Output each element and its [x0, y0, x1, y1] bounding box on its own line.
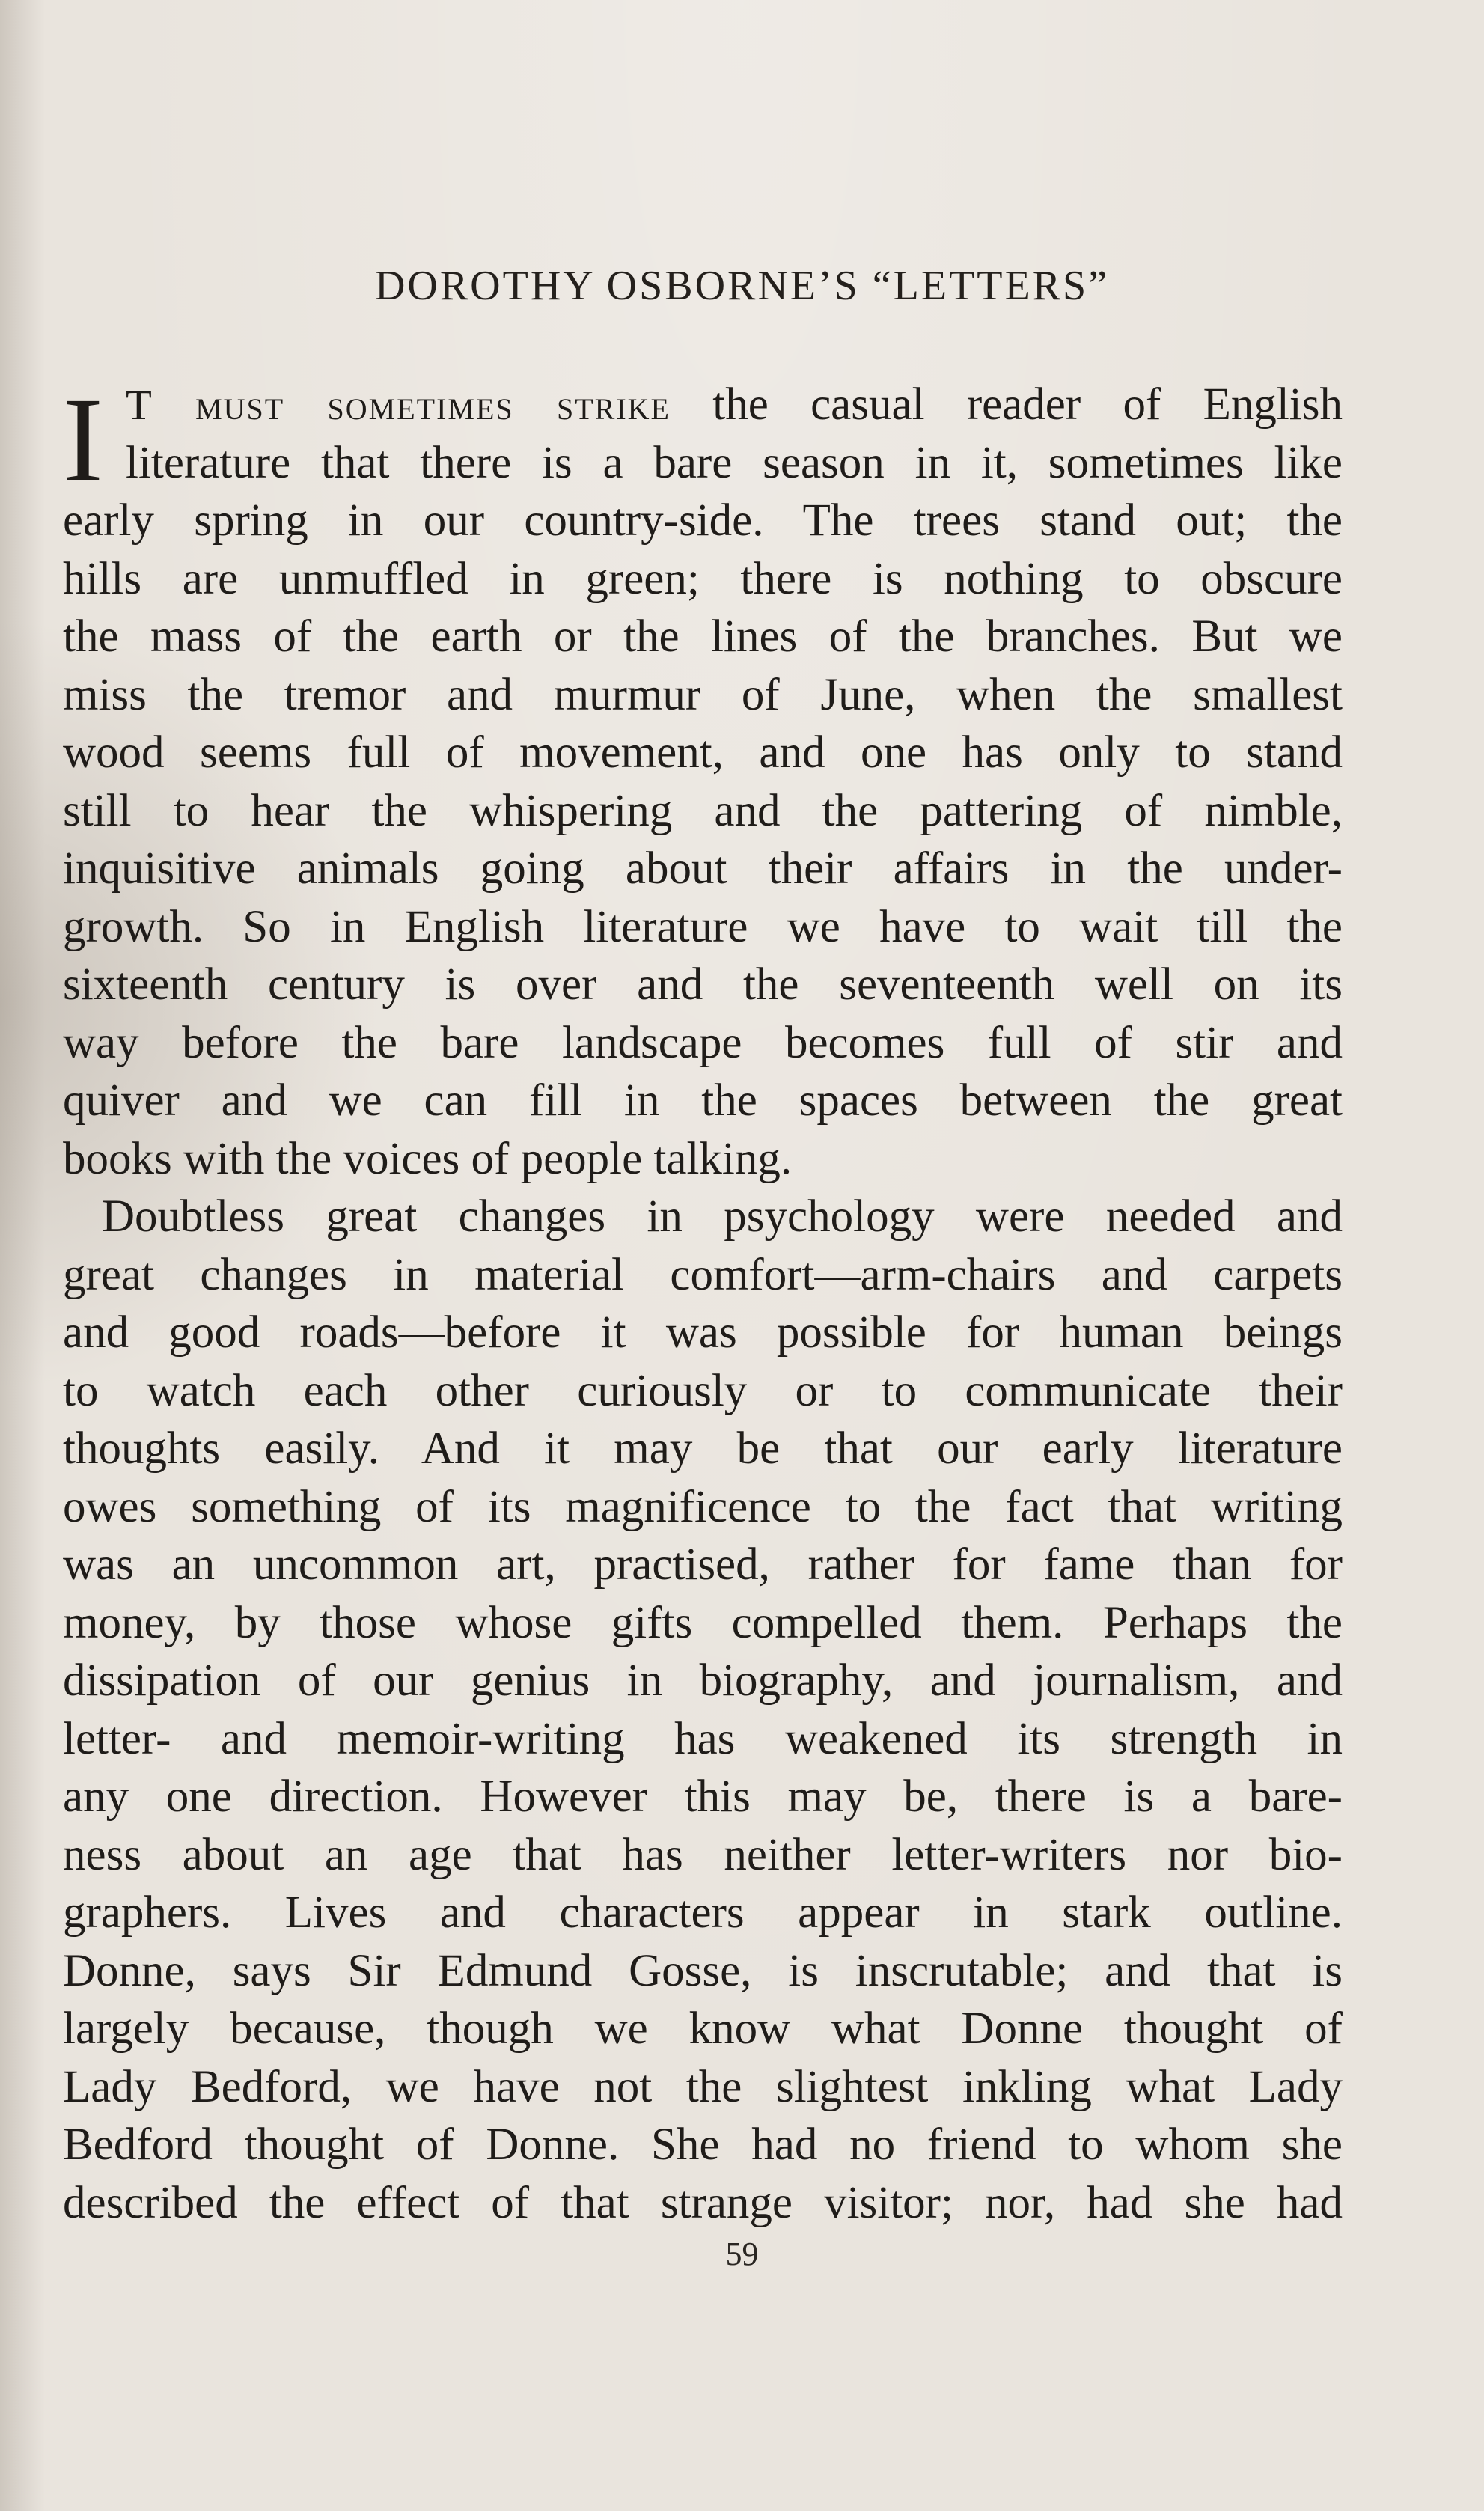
text-line: thoughts easily. And it may be that our early literature	[63, 1424, 1343, 1474]
text-line: great changes in material comfort—arm-chairs and carpets	[63, 1249, 1343, 1300]
text-line: early spring in our country-side. The trees stand out; the	[63, 495, 1343, 546]
text-line: to watch each other curiously or to communicate their	[63, 1365, 1343, 1416]
opening-small-caps: T must sometimes strike	[126, 382, 671, 429]
text-line: Doubtless great changes in psychology were needed and	[102, 1192, 1343, 1242]
text-line: inquisitive animals going about their affairs in the under-	[63, 843, 1343, 894]
opening-rest: the casual reader of English	[670, 379, 1343, 430]
text-line: wood seems full of movement, and one has only to stand	[63, 727, 1343, 778]
body-text	[63, 373, 1343, 2232]
text-line: money, by those whose gifts compelled them. Perhaps the	[63, 1597, 1343, 1648]
text-line: hills are unmuffled in green; there is nothing to obscure	[63, 553, 1343, 604]
text-line: way before the bare landscape becomes full of stir and	[63, 1017, 1343, 1068]
text-line: quiver and we can fill in the spaces between the great	[63, 1076, 1343, 1126]
text-line: largely because, though we know what Donne thought of	[63, 2004, 1343, 2054]
text-line: Bedford thought of Donne. She had no friend to whom she	[63, 2120, 1343, 2170]
text-line: dissipation of our genius in biography, and journalism, and	[63, 1656, 1343, 1706]
text-line: ness about an age that has neither letter-writers nor bio-	[63, 1829, 1343, 1880]
text-line: growth. So in English literature we have to wait till the	[63, 901, 1343, 952]
text-line: any one direction. However this may be, there is a bare-	[63, 1772, 1343, 1822]
text-line: miss the tremor and murmur of June, when the smallest	[63, 669, 1343, 720]
drop-cap: I	[63, 373, 103, 507]
text-line: books with the voices of people talking.	[63, 1133, 793, 1184]
text-line: graphers. Lives and characters appear in stark outline.	[63, 1888, 1343, 1938]
text-line: Donne, says Sir Edmund Gosse, is inscrutable; and that is	[63, 1945, 1343, 1996]
text-line: sixteenth century is over and the seventeenth well on its	[63, 959, 1343, 1010]
page-number: 59	[725, 2236, 759, 2272]
text-line: the mass of the earth or the lines of the branches. But we	[63, 611, 1343, 662]
text-line: was an uncommon art, practised, rather for fame than for	[63, 1540, 1343, 1590]
text-line: described the effect of that strange visitor; nor, had she had	[63, 2177, 1343, 2228]
text-line: literature that there is a bare season in it, sometimes like	[126, 437, 1343, 488]
page-heading: DOROTHY OSBORNE’S “LETTERS”	[374, 263, 1110, 309]
text-line: and good roads—before it was possible for human beings	[63, 1308, 1343, 1358]
text-line: owes something of its magnificence to the fact that writing	[63, 1481, 1343, 1532]
text-line: Lady Bedford, we have not the slightest inkling what Lady	[63, 2061, 1343, 2112]
text-line: letter- and memoir-writing has weakened its strength in	[63, 1713, 1343, 1764]
text-line-1	[63, 376, 1343, 434]
text-line: still to hear the whispering and the pattering of nimble,	[63, 785, 1343, 836]
